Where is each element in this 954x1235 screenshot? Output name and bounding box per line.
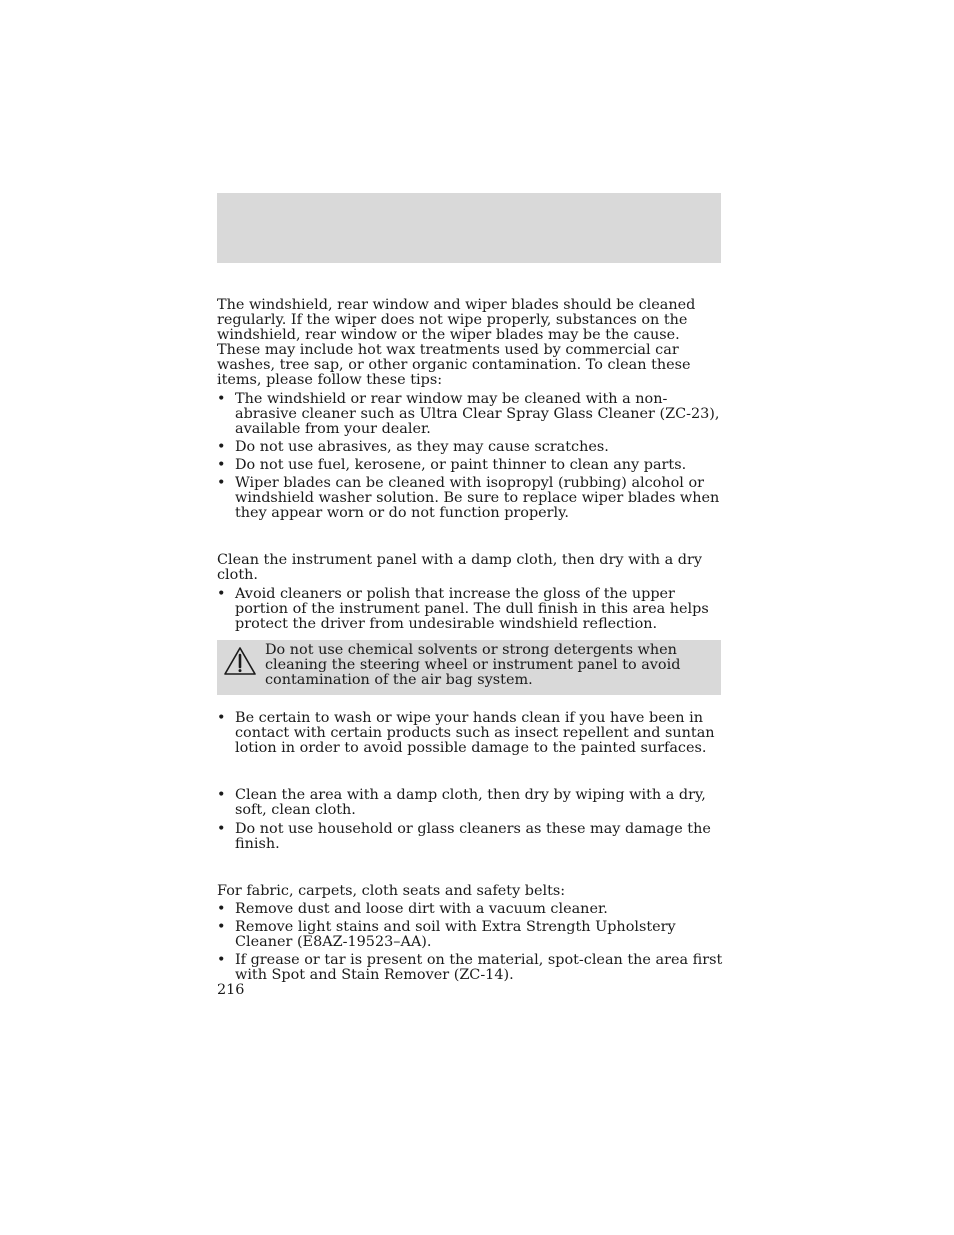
list-item: • Be certain to wash or wipe your hands clean if you have been in contact with certain products such as insect repellent and suntan lotion in order to avoid possible damage to the painted surfaces. [217,710,715,757]
list-item: • Do not use abrasives, as they may cause scratches. [217,438,609,455]
list-item: • Avoid cleaners or polish that increase the gloss of the upper portion of the instrument panel. The dull finish in this area helps protect the driver from undesirable windshield reflection. [217,585,709,632]
painted-surfaces-tips-list [217,711,723,756]
bullet: • [217,585,226,602]
list-item: • If grease or tar is present on the material, spot-clean the area first with Spot and Stain Remover (ZC-14). [217,952,723,984]
bullet: • [217,710,226,727]
instrument-panel-tips-list [217,587,723,632]
list-item: • Clean the area with a damp cloth, then dry by wiping with a dry, soft, clean cloth. [217,787,706,819]
bullet: • [217,475,226,492]
bullet: • [217,918,226,935]
warning-text: Do not use chemical solvents or strong detergents when cleaning the steering wheel or instrument panel to avoid contamination of the air bag system. [265,641,681,688]
warning-box [217,640,721,695]
header-bar [217,193,721,263]
list-item: • Remove light stains and soil with Extra Strength Upholstery Cleaner (E8AZ-19523–AA). [217,918,676,950]
list-item: • The windshield or rear window may be cleaned with a non-abrasive cleaner such as Ultra Clear Spray Glass Cleaner (ZC-23), available from your dealer. [217,390,720,437]
windshield-tips-list [217,392,723,522]
cluster-lens-tips-list [217,788,723,851]
bullet: • [217,787,226,804]
bullet: • [217,820,226,837]
bullet: • [217,952,226,969]
bullet: • [217,900,226,917]
list-item: • Do not use fuel, kerosene, or paint thinner to clean any parts. [217,456,687,473]
bullet: • [217,456,226,473]
list-item: • Remove dust and loose dirt with a vacuum cleaner. [217,900,608,917]
warning-triangle-icon [223,646,257,676]
page-number: 216 [217,982,245,998]
interior-intro: For fabric, carpets, cloth seats and safety belts: [217,882,566,899]
bullet: • [217,438,226,455]
instrument-panel-intro: Clean the instrument panel with a damp cloth, then dry with a dry cloth. [217,552,702,584]
interior-tips-list [217,902,723,983]
windshield-intro: The windshield, rear window and wiper blades should be cleaned regularly. If the wiper does not wipe properly, substances on the windshield, rear window or the wiper blades may be the cause. These may include hot wax treatments used by commercial car washes, tree sap, or other organic contamination. To clean these items, please follow these tips: [217,297,696,389]
bullet: • [217,390,226,407]
page-content [217,298,723,983]
list-item: • Do not use household or glass cleaners as these may damage the finish. [217,820,711,852]
list-item: • Wiper blades can be cleaned with isopropyl (rubbing) alcohol or windshield washer solution. Be sure to replace wiper blades when they appear worn or do not function properly. [217,475,720,522]
